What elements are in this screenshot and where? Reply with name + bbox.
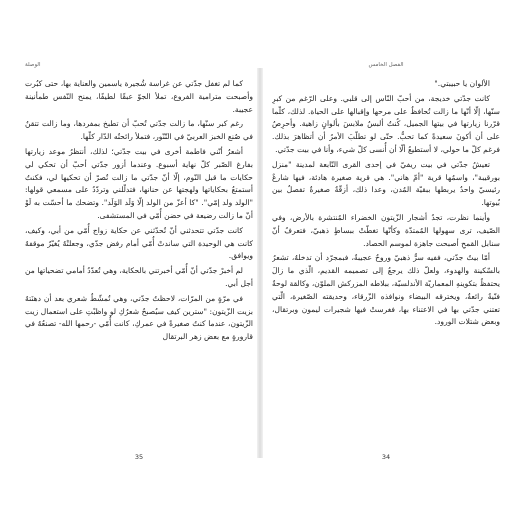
paragraph: أشعرُ أنّني فاطمة أخرى في بيت جدّتي؛ لذلك، أنتظرُ موعد زيارتها بفارغ الصّبر كلّ نهاية أسبوع. وعندما أزور جدّتي أحبّ أن تحكي لي حكايات ما قبل النّوم، إلّا أنّ جدّتي ما زالت تُصرّ أن تحكيها لي، فكنتُ أستمتعُ بحكاياتها ولهجتها عن حنانها، فتدلّلني وتردّدُ على مسمعي قولها: "الولد ولد إمّي". "كا أعزّ من الولد إلّا وَلَد الوَلَد". وتضحك ما أحسّت به لَوْ أنّ ما زالت رضيعة في حضن أُمّي في المستشفى. — [25, 146, 253, 220]
paragraph: كانت جدّتي خديجة، من أحبّ النّاس إلى قلبي. وعلى الرّغم من كبرِ سنّها، إلّا أنّها ما زالت تُحافظُ على مرحها وإقبالها على الحياة. لذلك، كلّما قرّرنا زيارتها في بيتها الجميل، كُنتُ ألبسُ ملابسَ بألوانٍ زاهية. وأحرِصُ على أن أكونَ سعيدةً كما تحبُّ. حتّى لو تطلّبَ الأمرُ أن أتظاهرَ بذلك. فرغم كلّ ما حولي، لا أستطيعُ ألّا أن أُنسى كلّ شيء، وأنا في بيت جدّتي. — [272, 93, 500, 154]
right-page — [272, 60, 500, 465]
page-number: 34 — [381, 453, 391, 461]
page-body — [25, 78, 253, 346]
paragraph: كانت جدّتي تتحدثني أنّ تُحدّثني عن حكاية زواج أُمّي من أبي، وكيف، كانت هي الوحيدة التي ساندتْ أُمّي أمام رفض جدّي، وجعلتْهُ يُغيّرُ موقفهُ ويوافق. — [25, 225, 253, 261]
left-page — [25, 60, 253, 465]
page-number: 35 — [134, 453, 144, 461]
paragraph: لم أخبرْ جدّتي أنّ أُمّي أخبرتني بالحكاية، وهي تُعدّدُ أمامي تضحياتها من أجل أبي. — [25, 266, 253, 288]
running-header: الوصلة — [25, 62, 41, 68]
running-header: الفصل الخامس — [368, 62, 404, 68]
page-body — [272, 78, 500, 331]
paragraph: في مرّةٍ من المرّات، لاحظتُ جدّتي، وهي تُمشّطُ شعري بعد أن دهنَتهُ بزيت الزّيتون: "سترين كيف سيُصبحُ شعرُكِ لو واظبْتِ على استعمال زيت الزّيتون، عندما كنتُ صغيرةً في عمركِ، كانت أُمّي -رحمها الله- تصنعُهُ في قارورةٍ مع بعض زهر البرتقال — [25, 293, 253, 342]
book-gutter — [257, 68, 263, 458]
paragraph: الألوان يا حبيبتي." — [434, 79, 490, 88]
book-spread — [10, 60, 510, 465]
paragraph: رغم كبر سنّها، ما زالت جدّتي تُحبّ أن تطبخ بمفردها، وما زالت تتقنُ في صُنع الخبز العربيّ في التّنّور، فتملأ رائحتُه الدّار كلّها. — [25, 119, 253, 142]
paragraph: أمّا بيتُ جدّتي، ففيه سرٌّ ذهبيّ وروحٌ عجيبةٌ، فبمجرّد أن تدخلهُ، تشعرُ بالسّكينة والهدوء، ولعلّ ذلك يرجعُ إلى تصميمه القديم، الّذي ما زالَ يحتفظُ بتكوينهِ المعماريّة الأندلسيّة، ببلاطه المزركش الملوّن، وكالقة لوحةٌ فنّيةٌ رائعةٌ، ويخترقه البيضاء ونوافذه الزّرقاء، وحديقته الصّغيرة، الّتي تعتني جدّتي بها في الاعتناء بها، فغرستْ فيها شجيرات ليمون وبرتقال، وبعض شتلات الورود. — [272, 253, 500, 327]
paragraph: كما لم تغفل جدّتي عن غراسة شُجيرة ياسمين والعناية بها، حتى كبُرت وأصبحت مترامية الفروع، تملأ الجوّ عبقًا لطيفًا، يمنح النّفس طمأنينة عجيبة. — [25, 79, 253, 114]
paragraph: وأينما نظرت، تجدُ أشجار الزّيتون الخضراء المُنتشرة بالأرض، وفي الصّيف، ترى سهولها المُمتدّة وكأنّها تغطّتْ ببساطٍ ذهبيّ، فتعرفُ أنّ سنابل القمحِ أصبحت جاهزة لموسم الحصاد. — [272, 212, 500, 248]
paragraph: تعيشُ جدّتي في بيت ريفيّ في إحدى القرى التّابعة لمدينة "منزل بورقيبة"، واسمُها قرية "أمّ هاني". هي قرية صغيرة هادئة، فيها شارعٌ رئيسيّ واحدٌ يربطها ببقيّة المُدن، وعدا ذلك، أزقّةٌ صغيرةٌ تفصلُ بين بُيوتها. — [272, 159, 500, 208]
